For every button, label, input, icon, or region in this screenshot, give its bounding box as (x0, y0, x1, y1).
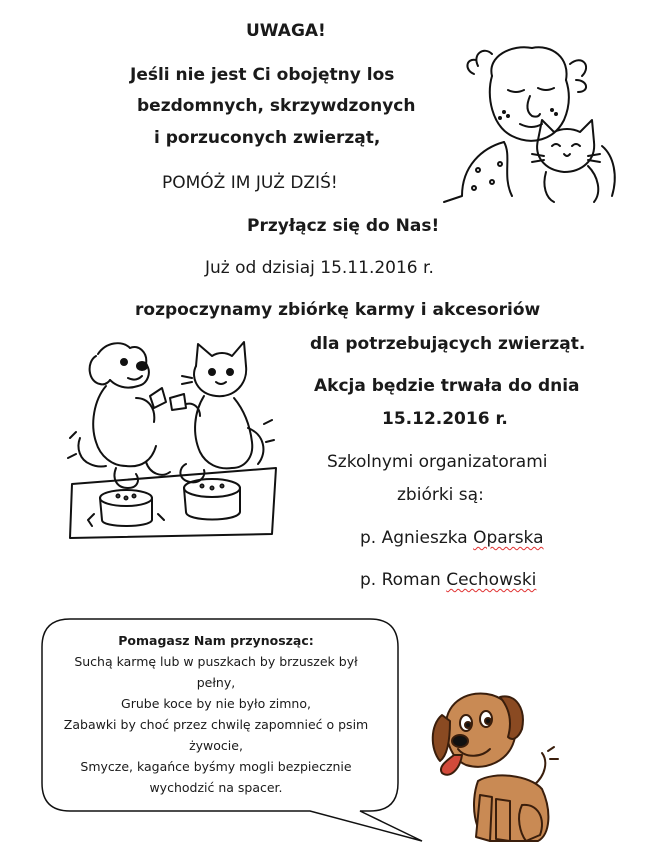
girl-with-cat-illustration (442, 36, 624, 204)
organizer-2-first: p. Roman (360, 570, 447, 590)
bubble-line: Smycze, kagańce byśmy mogli bezpiecznie (80, 759, 352, 774)
join-us-text: Przyłącz się do Nas! (247, 216, 440, 236)
intro-line-2: bezdomnych, skrzywdzonych (137, 96, 416, 116)
end-line-1: Akcja będzie trwała do dnia (314, 376, 580, 396)
page-title: UWAGA! (246, 21, 326, 41)
end-date: 15.12.2016 r. (382, 409, 508, 429)
intro-line-3: i porzuconych zwierząt, (154, 128, 381, 148)
organizer-1 (360, 527, 544, 549)
bubble-line: Suchą karmę lub w puszkach by brzuszek był (74, 654, 358, 669)
bubble-line: pełny, (196, 675, 236, 690)
bubble-heading: Pomagasz Nam przynosząc: (118, 633, 314, 648)
bubble-line: Zabawki by choć przez chwilę zapomnieć o psim (63, 717, 369, 732)
start-date-line: Już od dzisiaj 15.11.2016 r. (205, 258, 434, 278)
call-to-action: POMÓŻ IM JUŻ DZIŚ! (162, 173, 338, 193)
organizer-1-first: p. Agnieszka (360, 528, 474, 548)
collection-line-1: rozpoczynamy zbiórkę karmy i akcesoriów (135, 300, 541, 320)
dog-and-cat-picnic-illustration (66, 338, 278, 543)
bubble-line: Grube koce by nie było zimno, (121, 696, 311, 711)
bubble-text (46, 630, 386, 798)
organizers-heading-1: Szkolnymi organizatorami (327, 452, 548, 472)
intro-line-1: Jeśli nie jest Ci obojętny los (130, 65, 395, 85)
organizer-1-last: Oparska (473, 528, 544, 548)
bubble-line: wychodzić na spacer. (149, 780, 283, 795)
bubble-line: żywocie, (189, 738, 243, 753)
brown-dog-illustration (430, 685, 580, 850)
collection-line-2: dla potrzebujących zwierząt. (310, 334, 586, 354)
organizer-2-last: Cechowski (446, 570, 537, 590)
organizers-heading-2: zbiórki są: (397, 485, 484, 505)
organizer-2 (360, 569, 536, 591)
